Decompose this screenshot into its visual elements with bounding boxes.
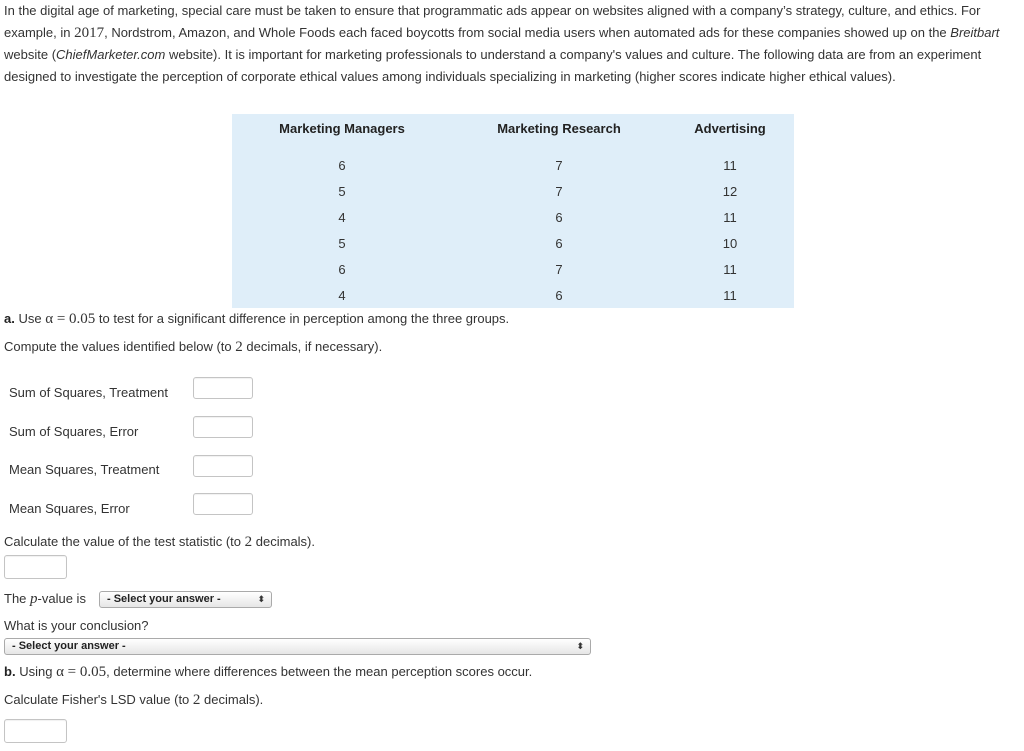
table-cell: 11 <box>723 261 737 277</box>
pvalue-text-pre: The <box>4 591 27 606</box>
table-row <box>232 142 794 178</box>
table-row <box>232 282 794 308</box>
ss-error-input[interactable] <box>193 416 253 438</box>
ss-treatment-label: Sum of Squares, Treatment <box>9 385 168 400</box>
intro-text-2: , Nordstrom, Amazon, and Whole Foods each faced boycotts from social media users when automated ads for these companies showed up on the <box>104 25 951 40</box>
part-a-alpha: α = 0.05 <box>45 311 96 327</box>
test-statistic-input[interactable] <box>4 555 67 579</box>
intro-text-3: website ( <box>4 47 57 62</box>
header-advertising: Advertising <box>694 120 766 136</box>
part-b-question <box>4 664 532 681</box>
pvalue-text-post: -value is <box>37 591 86 606</box>
part-b-text: , determine where differences between the mean perception scores occur. <box>106 664 533 679</box>
table-row <box>232 178 794 204</box>
lsd-input[interactable] <box>4 719 67 743</box>
stat-text-pre: Calculate the value of the test statistic (to <box>4 534 242 549</box>
header-marketing-research: Marketing Research <box>497 120 621 136</box>
intro-text-1: In the digital age of marketing, special care must be taken to ensure that programmatic ads appear on websites aligned with a company’s strategy, culture, and ethics. For example, in <box>4 3 981 40</box>
table-row <box>232 256 794 282</box>
table-cell: 4 <box>338 209 346 225</box>
table-row <box>232 204 794 230</box>
data-table <box>232 114 794 308</box>
part-a-use: Use <box>18 311 42 326</box>
intro-breitbart: Breitbart <box>950 25 1000 40</box>
pvalue-select-value: - Select your answer - <box>107 593 221 605</box>
compute-text-pre: Compute the values identified below (to <box>4 339 232 354</box>
select-arrows-icon: ⬍ <box>576 641 584 651</box>
table-cell: 7 <box>555 157 563 173</box>
compute-text-post: decimals, if necessary). <box>246 339 383 354</box>
pvalue-line <box>4 591 86 608</box>
table-cell: 7 <box>555 183 563 199</box>
compute-instruction <box>4 339 382 356</box>
table-cell: 4 <box>338 287 346 303</box>
table-cell: 10 <box>722 235 738 251</box>
table-cell: 6 <box>338 261 346 277</box>
conclusion-select[interactable] <box>4 638 591 655</box>
table-cell: 6 <box>338 157 346 173</box>
table-row <box>232 230 794 256</box>
ss-treatment-input[interactable] <box>193 377 253 399</box>
lsd-text-pre: Calculate Fisher's LSD value (to <box>4 692 190 707</box>
table-cell: 11 <box>723 209 737 225</box>
table-cell: 11 <box>723 157 737 173</box>
part-b-label: b. <box>4 664 16 679</box>
header-marketing-managers: Marketing Managers <box>279 120 405 136</box>
table-cell: 11 <box>723 287 737 303</box>
ms-error-label: Mean Squares, Error <box>9 501 130 516</box>
pvalue-p: p <box>30 591 38 607</box>
ss-error-label: Sum of Squares, Error <box>9 424 139 439</box>
ms-treatment-input[interactable] <box>193 455 253 477</box>
problem-intro <box>4 0 1020 88</box>
stat-decimals: 2 <box>244 534 253 550</box>
intro-chiefmarketer: ChiefMarketer.com <box>56 47 166 62</box>
lsd-decimals: 2 <box>192 692 201 708</box>
table-cell: 6 <box>555 209 563 225</box>
ms-error-input[interactable] <box>193 493 253 515</box>
pvalue-select[interactable] <box>99 591 272 608</box>
compute-decimals: 2 <box>235 339 243 355</box>
table-cell: 12 <box>722 183 738 199</box>
test-statistic-instruction <box>4 534 315 551</box>
table-cell: 6 <box>555 287 563 303</box>
intro-text-4: website). It is important for marketing professionals to understand a company's values and culture. The following data are from an experiment designed to investigate the perception of corporate ethical values among individuals specializing in marketing (higher scores indicate higher ethical values). <box>4 47 982 84</box>
part-b-alpha: α = 0.05 <box>56 664 107 680</box>
table-header-row <box>232 114 794 142</box>
conclusion-select-value: - Select your answer - <box>12 640 126 652</box>
select-arrows-icon: ⬍ <box>257 594 265 604</box>
part-a-label: a. <box>4 311 15 326</box>
conclusion-question: What is your conclusion? <box>4 618 149 633</box>
table-cell: 6 <box>555 235 563 251</box>
table-cell: 7 <box>555 261 563 277</box>
part-a-question <box>4 311 509 328</box>
table-cell: 5 <box>338 235 346 251</box>
lsd-instruction <box>4 692 263 709</box>
table-cell: 5 <box>338 183 346 199</box>
intro-year: 2017 <box>74 25 105 41</box>
stat-text-post: decimals). <box>255 534 316 549</box>
part-b-using: Using <box>19 664 53 679</box>
part-a-text: to test for a significant difference in perception among the three groups. <box>98 311 510 326</box>
ms-treatment-label: Mean Squares, Treatment <box>9 462 160 477</box>
lsd-text-post: decimals). <box>204 692 264 707</box>
